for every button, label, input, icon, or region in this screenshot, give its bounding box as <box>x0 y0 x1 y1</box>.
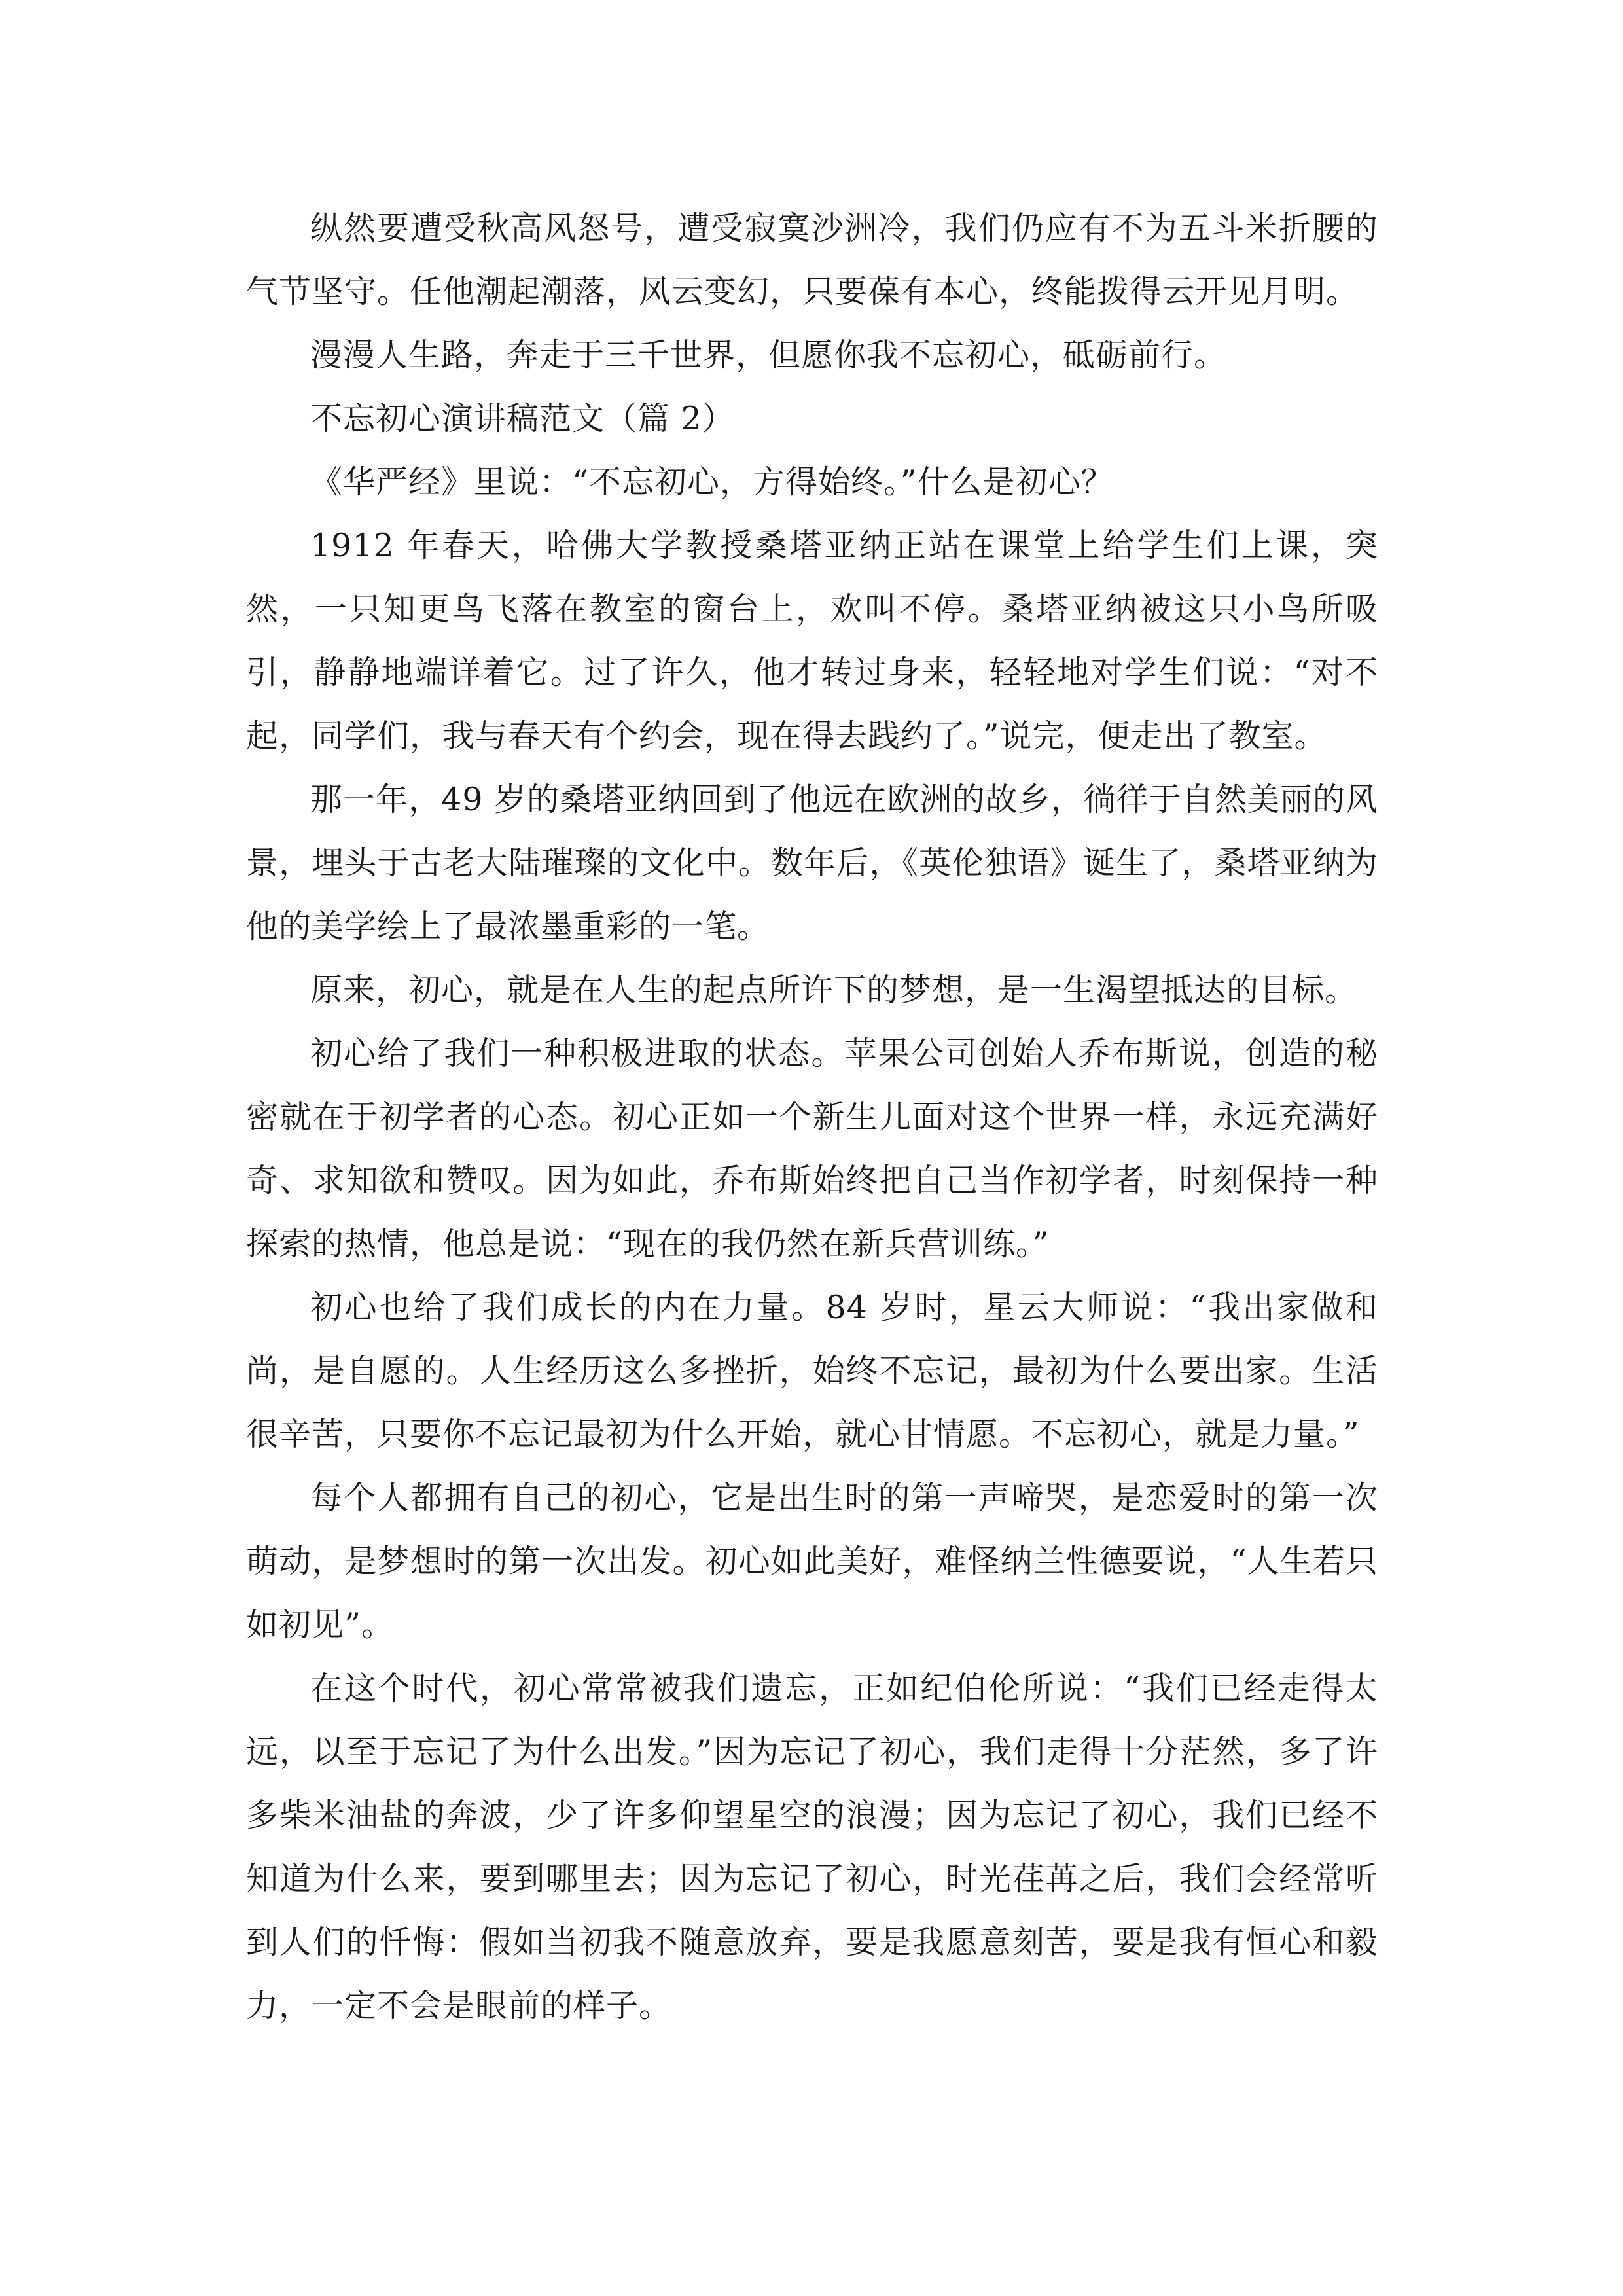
paragraph-1: 纵然要遭受秋高风怒号，遭受寂寞沙洲冷，我们仍应有不为五斗米折腰的气节坚守。任他潮起潮落，风云变幻，只要葆有本心，终能拨得云开见月明。 <box>246 209 1378 310</box>
paragraph-4: 《华严经》里说：“不忘初心，方得始终。”什么是初心？ <box>310 463 1114 501</box>
paragraph-5: 1912 年春天，哈佛大学教授桑塔亚纳正站在课堂上给学生们上课，突然，一只知更鸟飞落在教室的窗台上，欢叫不停。桑塔亚纳被这只小鸟所吸引，静静地端详着它。过了许久，他才转过身来，轻轻地对学生们说：“对不起，同学们，我与春天有个约会，现在得去践约了。”说完，便走出了教室。 <box>246 527 1378 755</box>
paragraph-9: 初心也给了我们成长的内在力量。84 岁时，星云大师说：“我出家做和尚，是自愿的。人生经历这么多挫折，始终不忘记，最初为什么要出家。生活很辛苦，只要你不忘记最初为什么开始，就心甘情愿。不忘初心，就是力量。” <box>246 1289 1378 1453</box>
paragraph-8: 初心给了我们一种积极进取的状态。苹果公司创始人乔布斯说，创造的秘密就在于初学者的心态。初心正如一个新生儿面对这个世界一样，永远充满好奇、求知欲和赞叹。因为如此，乔布斯始终把自己当作初学者，时刻保持一种探索的热情，他总是说：“现在的我仍然在新兵营训练。” <box>246 1035 1378 1263</box>
paragraph-7: 原来，初心，就是在人生的起点所许下的梦想，是一生渴望抵达的目标。 <box>310 971 1358 1009</box>
paragraph-2: 漫漫人生路，奔走于三千世界，但愿你我不忘初心，砥砺前行。 <box>310 336 1227 374</box>
paragraph-10: 每个人都拥有自己的初心，它是出生时的第一声啼哭，是恋爱时的第一次萌动，是梦想时的第一次出发。初心如此美好，难怪纳兰性德要说，“人生若只如初见”。 <box>246 1479 1378 1643</box>
document-body <box>246 196 1378 2037</box>
paragraph-11: 在这个时代，初心常常被我们遗忘，正如纪伯伦所说：“我们已经走得太远，以至于忘记了为什么出发。”因为忘记了初心，我们走得十分茫然，多了许多柴米油盐的奔波，少了许多仰望星空的浪漫；因为忘记了初心，我们已经不知道为什么来，要到哪里去；因为忘记了初心，时光荏苒之后，我们会经常听到人们的忏悔：假如当初我不随意放弃，要是我愿意刻苦，要是我有恒心和毅力，一定不会是眼前的样子。 <box>246 1670 1378 2024</box>
paragraph-6: 那一年，49 岁的桑塔亚纳回到了他远在欧洲的故乡，徜徉于自然美丽的风景，埋头于古老大陆璀璨的文化中。数年后，《英伦独语》诞生了，桑塔亚纳为他的美学绘上了最浓墨重彩的一笔。 <box>246 781 1378 945</box>
section-heading: 不忘初心演讲稿范文（篇 2） <box>310 400 735 437</box>
